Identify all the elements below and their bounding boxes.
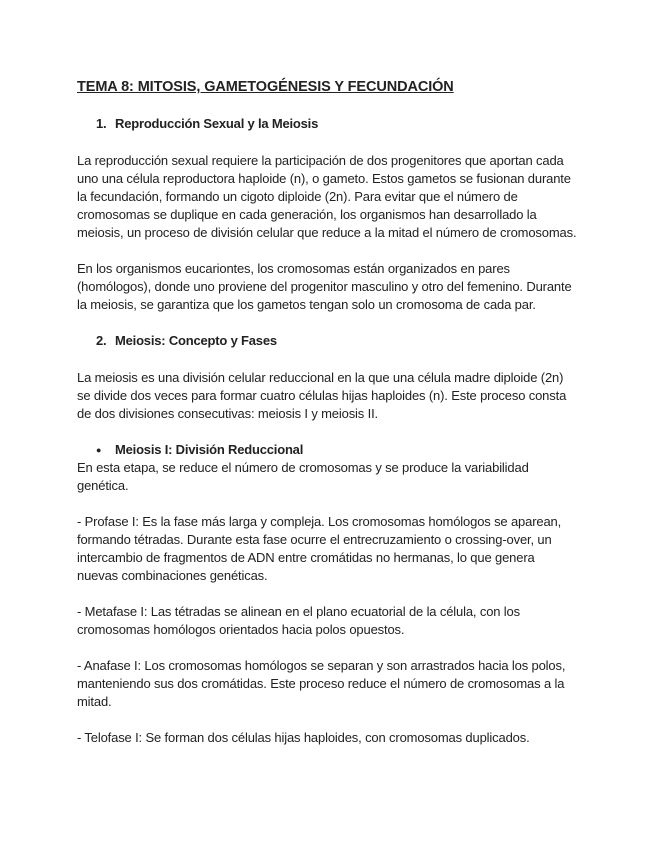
bullet-heading-text: Meiosis I: División Reduccional [115, 442, 304, 457]
bullet-heading-meiosis-i [77, 441, 577, 459]
document-title: TEMA 8: MITOSIS, GAMETOGÉNESIS Y FECUNDACIÓN [77, 79, 454, 95]
section-heading-meiosis [77, 332, 577, 350]
section-number: 2. [96, 333, 107, 348]
paragraph-anafase: - Anafase I: Los cromosomas homólogos se separan y son arrastrados hacia los polos, manteniendo sus dos cromátidas. Este proceso reduce el número de cromosomas a la mitad. [77, 658, 566, 709]
paragraph: La reproducción sexual requiere la participación de dos progenitores que aportan cada uno una célula reproductora haploide (n), o gameto. Estos gametos se fusionan durante la fecundación, formando un cigoto diploide (2n). Para evitar que el número de cromosomas se duplique en cada generación, los organismos han desarrollado la meiosis, un proceso de división celular que reduce a la mitad el número de cromosomas. [77, 153, 577, 240]
paragraph: La meiosis es una división celular reduccional en la que una célula madre diploide (2n) se divide dos veces para formar cuatro células hijas haploides (n). Este proceso consta de dos divisiones consecutivas: meiosis I y meiosis II. [77, 370, 567, 421]
document-page [77, 78, 577, 765]
section-heading-reproduccion [77, 115, 577, 133]
paragraph: En esta etapa, se reduce el número de cromosomas y se produce la variabilidad genética. [77, 460, 529, 493]
paragraph: En los organismos eucariontes, los cromosomas están organizados en pares (homólogos), donde uno proviene del progenitor masculino y otro del femenino. Durante la meiosis, se garantiza que los gametos tengan solo un cromosoma de cada par. [77, 261, 572, 312]
paragraph-metafase: - Metafase I: Las tétradas se alinean en el plano ecuatorial de la célula, con los cromosomas homólogos orientados hacia polos opuestos. [77, 604, 520, 637]
section-heading-text: Meiosis: Concepto y Fases [115, 333, 277, 348]
paragraph-telofase: - Telofase I: Se forman dos células hijas haploides, con cromosomas duplicados. [77, 730, 530, 745]
paragraph-profase: - Profase I: Es la fase más larga y compleja. Los cromosomas homólogos se aparean, formando tétradas. Durante esta fase ocurre el entrecruzamiento o crossing-over, un intercambio de fragmentos de ADN entre cromátidas no hermanas, lo que genera nuevas combinaciones genéticas. [77, 514, 562, 583]
bullet-dot-icon: ● [96, 445, 102, 455]
section-heading-text: Reproducción Sexual y la Meiosis [115, 116, 319, 131]
section-number: 1. [96, 116, 107, 131]
